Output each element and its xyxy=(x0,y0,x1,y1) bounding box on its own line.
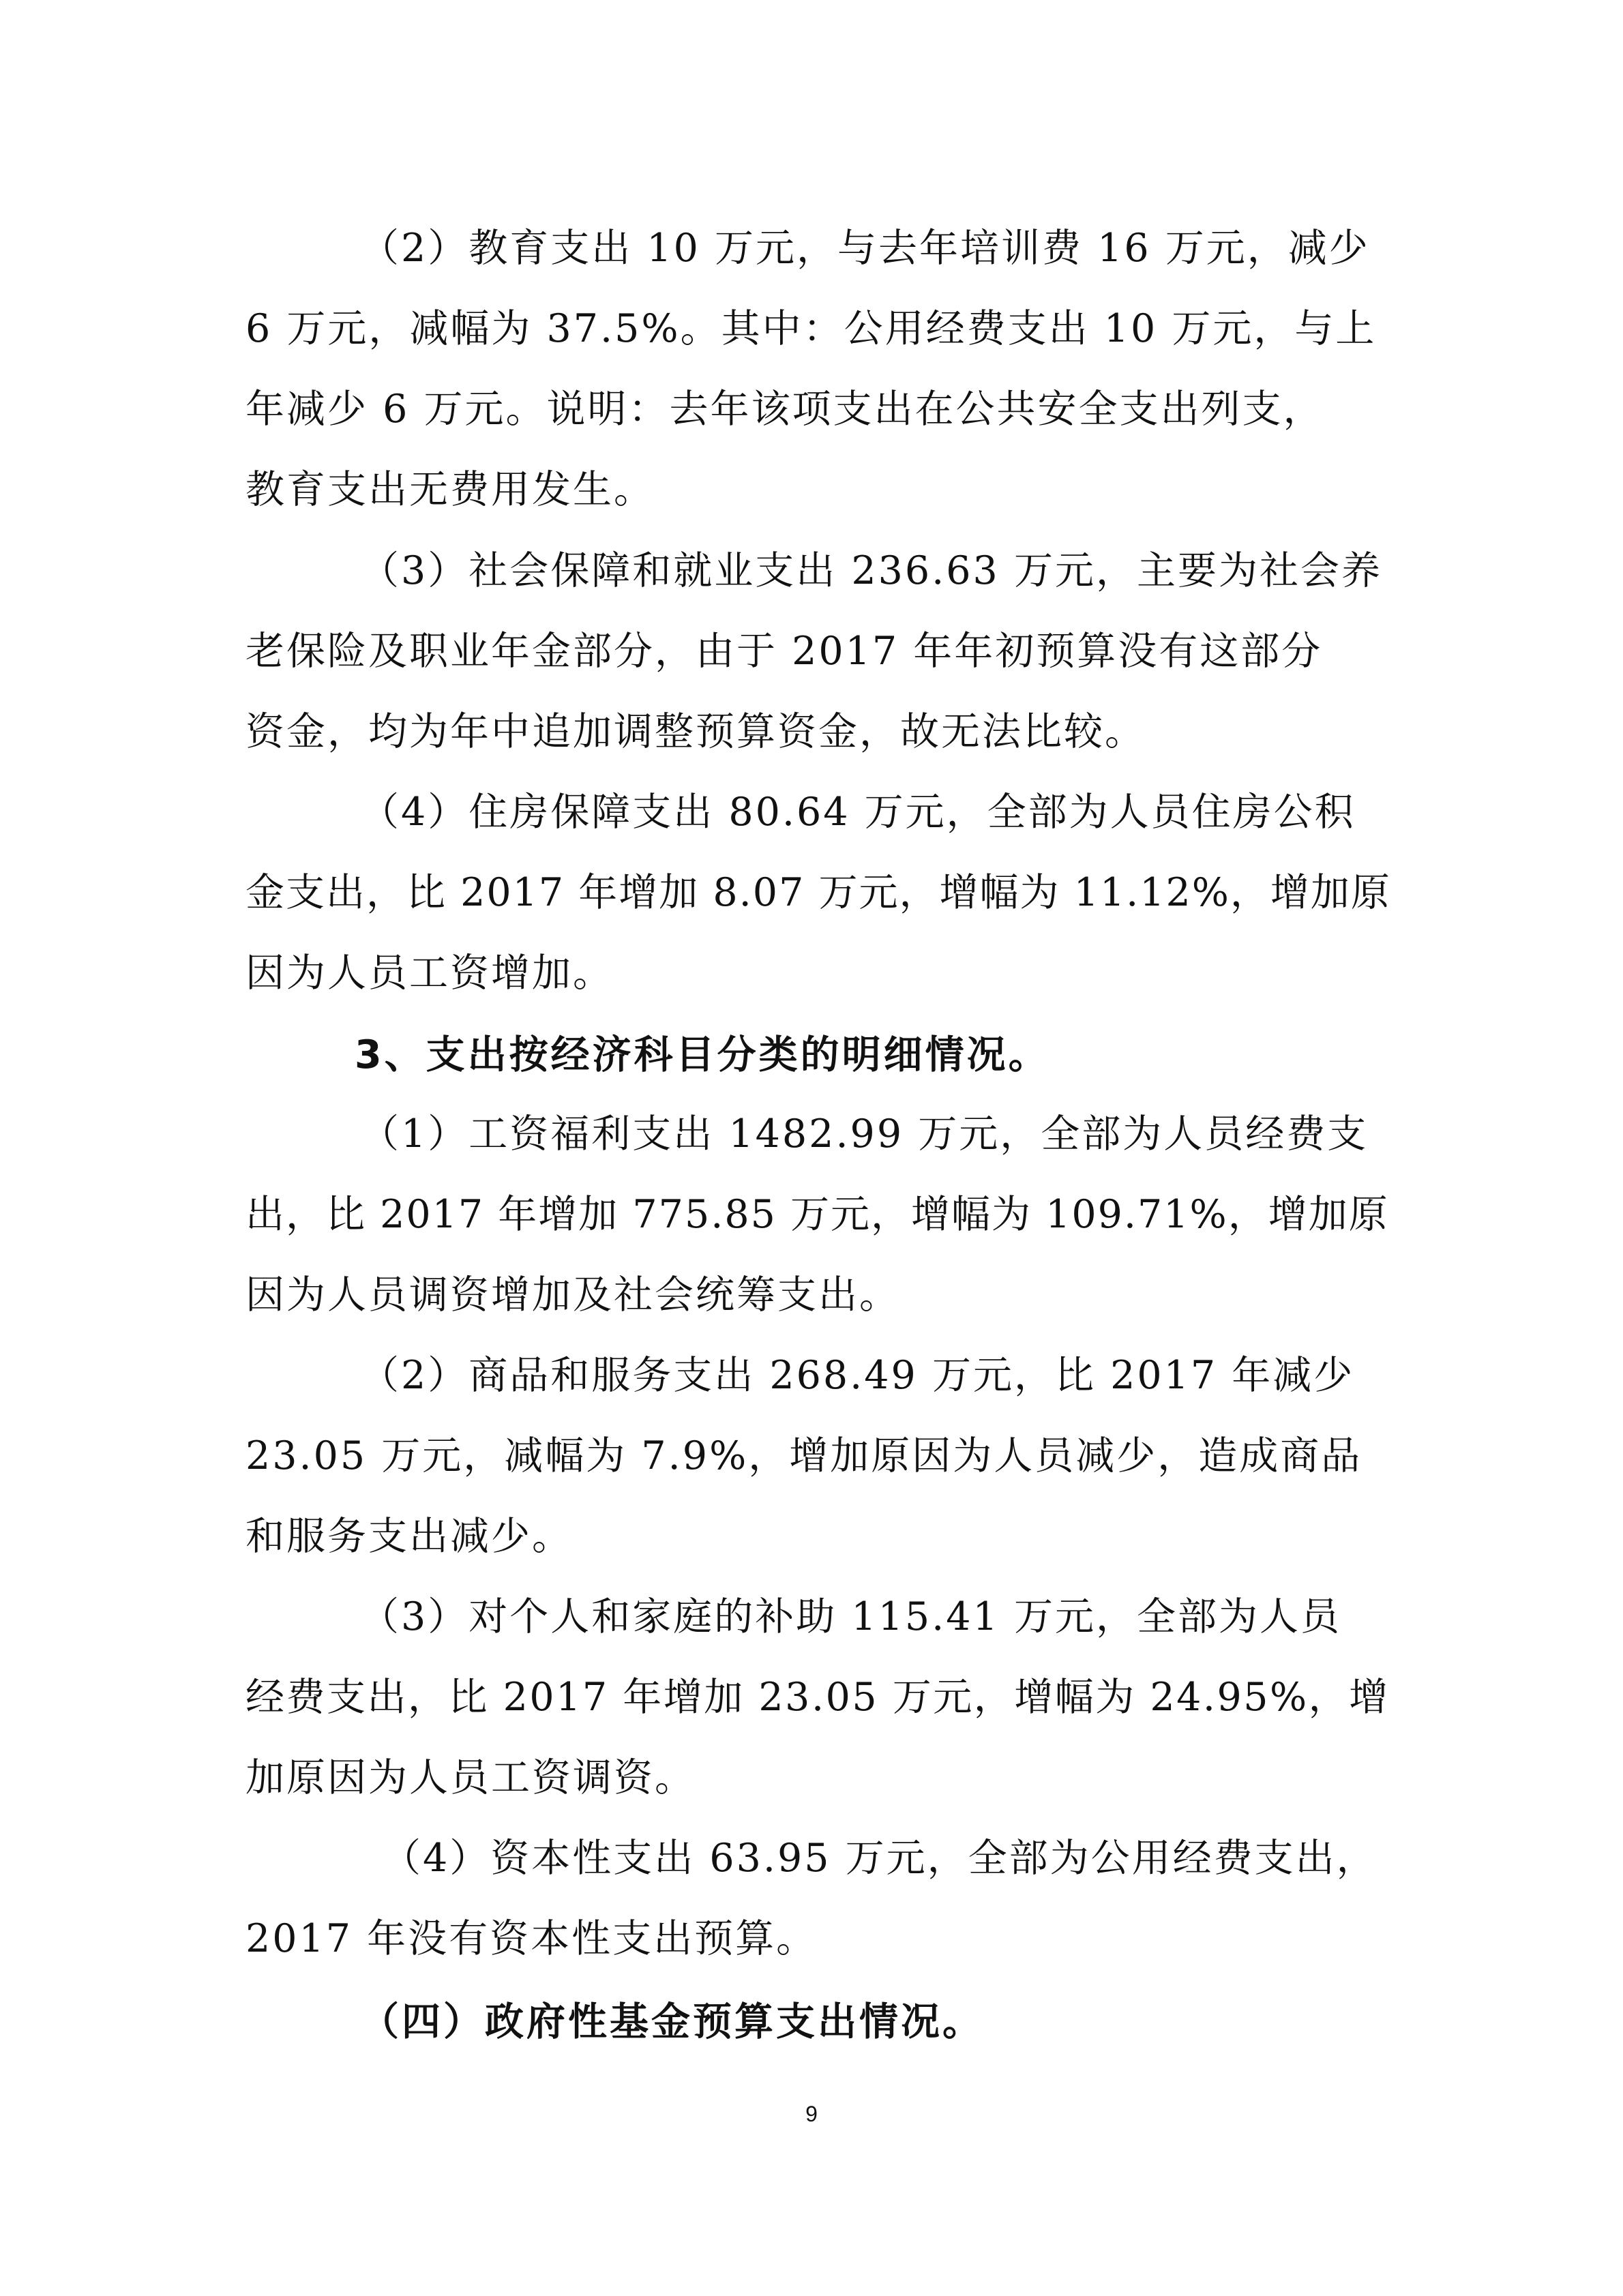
paragraph-2-line-2: 6 万元，减幅为 37.5%。其中：公用经费支出 10 万元，与上 xyxy=(245,306,1377,351)
page-number: 9 xyxy=(805,2102,818,2126)
item-2-line-2: 23.05 万元，减幅为 7.9%，增加原因为人员减少，造成商品 xyxy=(245,1433,1363,1478)
item-3-line-1: （3）对个人和家庭的补助 115.41 万元，全部为人员 xyxy=(360,1594,1341,1639)
item-2-line-3: 和服务支出减少。 xyxy=(245,1514,573,1559)
paragraph-3-line-2: 老保险及职业年金部分，由于 2017 年年初预算没有这部分 xyxy=(245,629,1323,674)
paragraph-2-line-4: 教育支出无费用发生。 xyxy=(245,467,655,512)
item-4-line-2: 2017 年没有资本性支出预算。 xyxy=(245,1916,818,1961)
paragraph-4-line-1: （4）住房保障支出 80.64 万元，全部为人员住房公积 xyxy=(360,790,1356,835)
paragraph-3-line-3: 资金，均为年中追加调整预算资金，故无法比较。 xyxy=(245,709,1146,754)
paragraph-4-line-2: 金支出，比 2017 年增加 8.07 万元，增幅为 11.12%，增加原 xyxy=(245,870,1391,915)
paragraph-2-line-3: 年减少 6 万元。说明：去年该项支出在公共安全支出列支， xyxy=(245,387,1324,432)
paragraph-2-line-1: （2）教育支出 10 万元，与去年培训费 16 万元，减少 xyxy=(360,226,1370,271)
item-3-line-3: 加原因为人员工资调资。 xyxy=(245,1755,696,1800)
item-1-line-1: （1）工资福利支出 1482.99 万元，全部为人员经费支 xyxy=(360,1112,1369,1157)
item-1-line-3: 因为人员调资增加及社会统筹支出。 xyxy=(245,1272,900,1317)
section-4-heading: （四）政府性基金预算支出情况。 xyxy=(360,1999,984,2044)
item-3-line-2: 经费支出，比 2017 年增加 23.05 万元，增幅为 24.95%，增 xyxy=(245,1675,1390,1720)
item-2-line-1: （2）商品和服务支出 268.49 万元，比 2017 年减少 xyxy=(360,1353,1355,1398)
paragraph-4-line-3: 因为人员工资增加。 xyxy=(245,951,614,996)
item-1-line-2: 出，比 2017 年增加 775.85 万元，增幅为 109.71%，增加原 xyxy=(245,1192,1389,1237)
paragraph-3-line-1: （3）社会保障和就业支出 236.63 万元，主要为社会养 xyxy=(360,548,1382,593)
item-4-line-1: （4）资本性支出 63.95 万元，全部为公用经费支出， xyxy=(382,1836,1378,1881)
section-3-heading: 3、支出按经济科目分类的明细情况。 xyxy=(355,1032,1050,1077)
